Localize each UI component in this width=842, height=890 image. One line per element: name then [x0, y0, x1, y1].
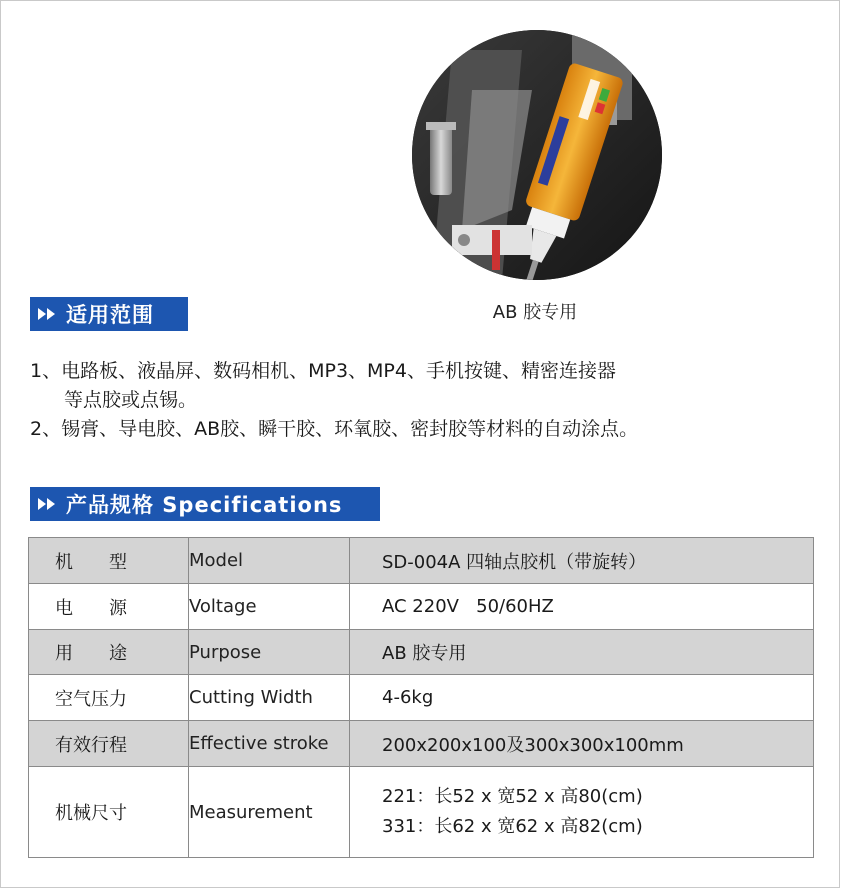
list-item: 1、电路板、液晶屏、数码相机、MP3、MP4、手机按键、精密连接器 [30, 360, 616, 382]
list-item: 2、锡膏、导电胶、AB胶、瞬干胶、环氧胶、密封胶等材料的自动涂点。 [30, 418, 639, 440]
spec-value: 4-6kg [350, 675, 814, 721]
table-row [29, 721, 814, 767]
spec-label-en: Model [189, 538, 350, 584]
spec-value-line: 331：长62 x 宽62 x 高82(cm) [382, 816, 643, 837]
double-arrow-icon [38, 498, 56, 510]
spec-label-en: Measurement [189, 767, 350, 858]
glue-cartridge-image [412, 30, 662, 280]
table-row [29, 584, 814, 630]
double-arrow-icon [38, 308, 56, 320]
spec-label-en: Cutting Width [189, 675, 350, 721]
spec-value-line: 221：长52 x 宽52 x 高80(cm) [382, 786, 643, 807]
table-row [29, 630, 814, 675]
section-header-specifications [30, 487, 380, 521]
applications-list [30, 357, 638, 444]
spec-table [28, 537, 814, 858]
spec-value: SD-004A 四轴点胶机（带旋转） [350, 538, 814, 584]
spec-label-en: Effective stroke [189, 721, 350, 767]
table-row [29, 767, 814, 858]
spec-label-cn: 机械尺寸 [29, 767, 189, 858]
spec-label-cn: 用 途 [29, 630, 189, 675]
table-row [29, 675, 814, 721]
product-photo [412, 30, 662, 280]
section-title: 产品规格 Specifications [66, 493, 343, 517]
spec-label-cn: 电 源 [29, 584, 189, 630]
spec-value: 200x200x100及300x300x100mm [350, 721, 814, 767]
spec-value [350, 767, 814, 858]
photo-caption: AB 胶专用 [492, 302, 578, 323]
spec-label-cn: 空气压力 [29, 675, 189, 721]
list-item-continuation: 等点胶或点锡。 [64, 389, 198, 411]
spec-label-cn: 有效行程 [29, 721, 189, 767]
section-title: 适用范围 [66, 303, 154, 327]
spec-label-cn: 机 型 [29, 538, 189, 584]
spec-label-en: Voltage [189, 584, 350, 630]
table-row [29, 538, 814, 584]
spec-value: AB 胶专用 [350, 630, 814, 675]
section-header-applications [30, 297, 188, 331]
spec-label-en: Purpose [189, 630, 350, 675]
spec-value: AC 220V 50/60HZ [350, 584, 814, 630]
